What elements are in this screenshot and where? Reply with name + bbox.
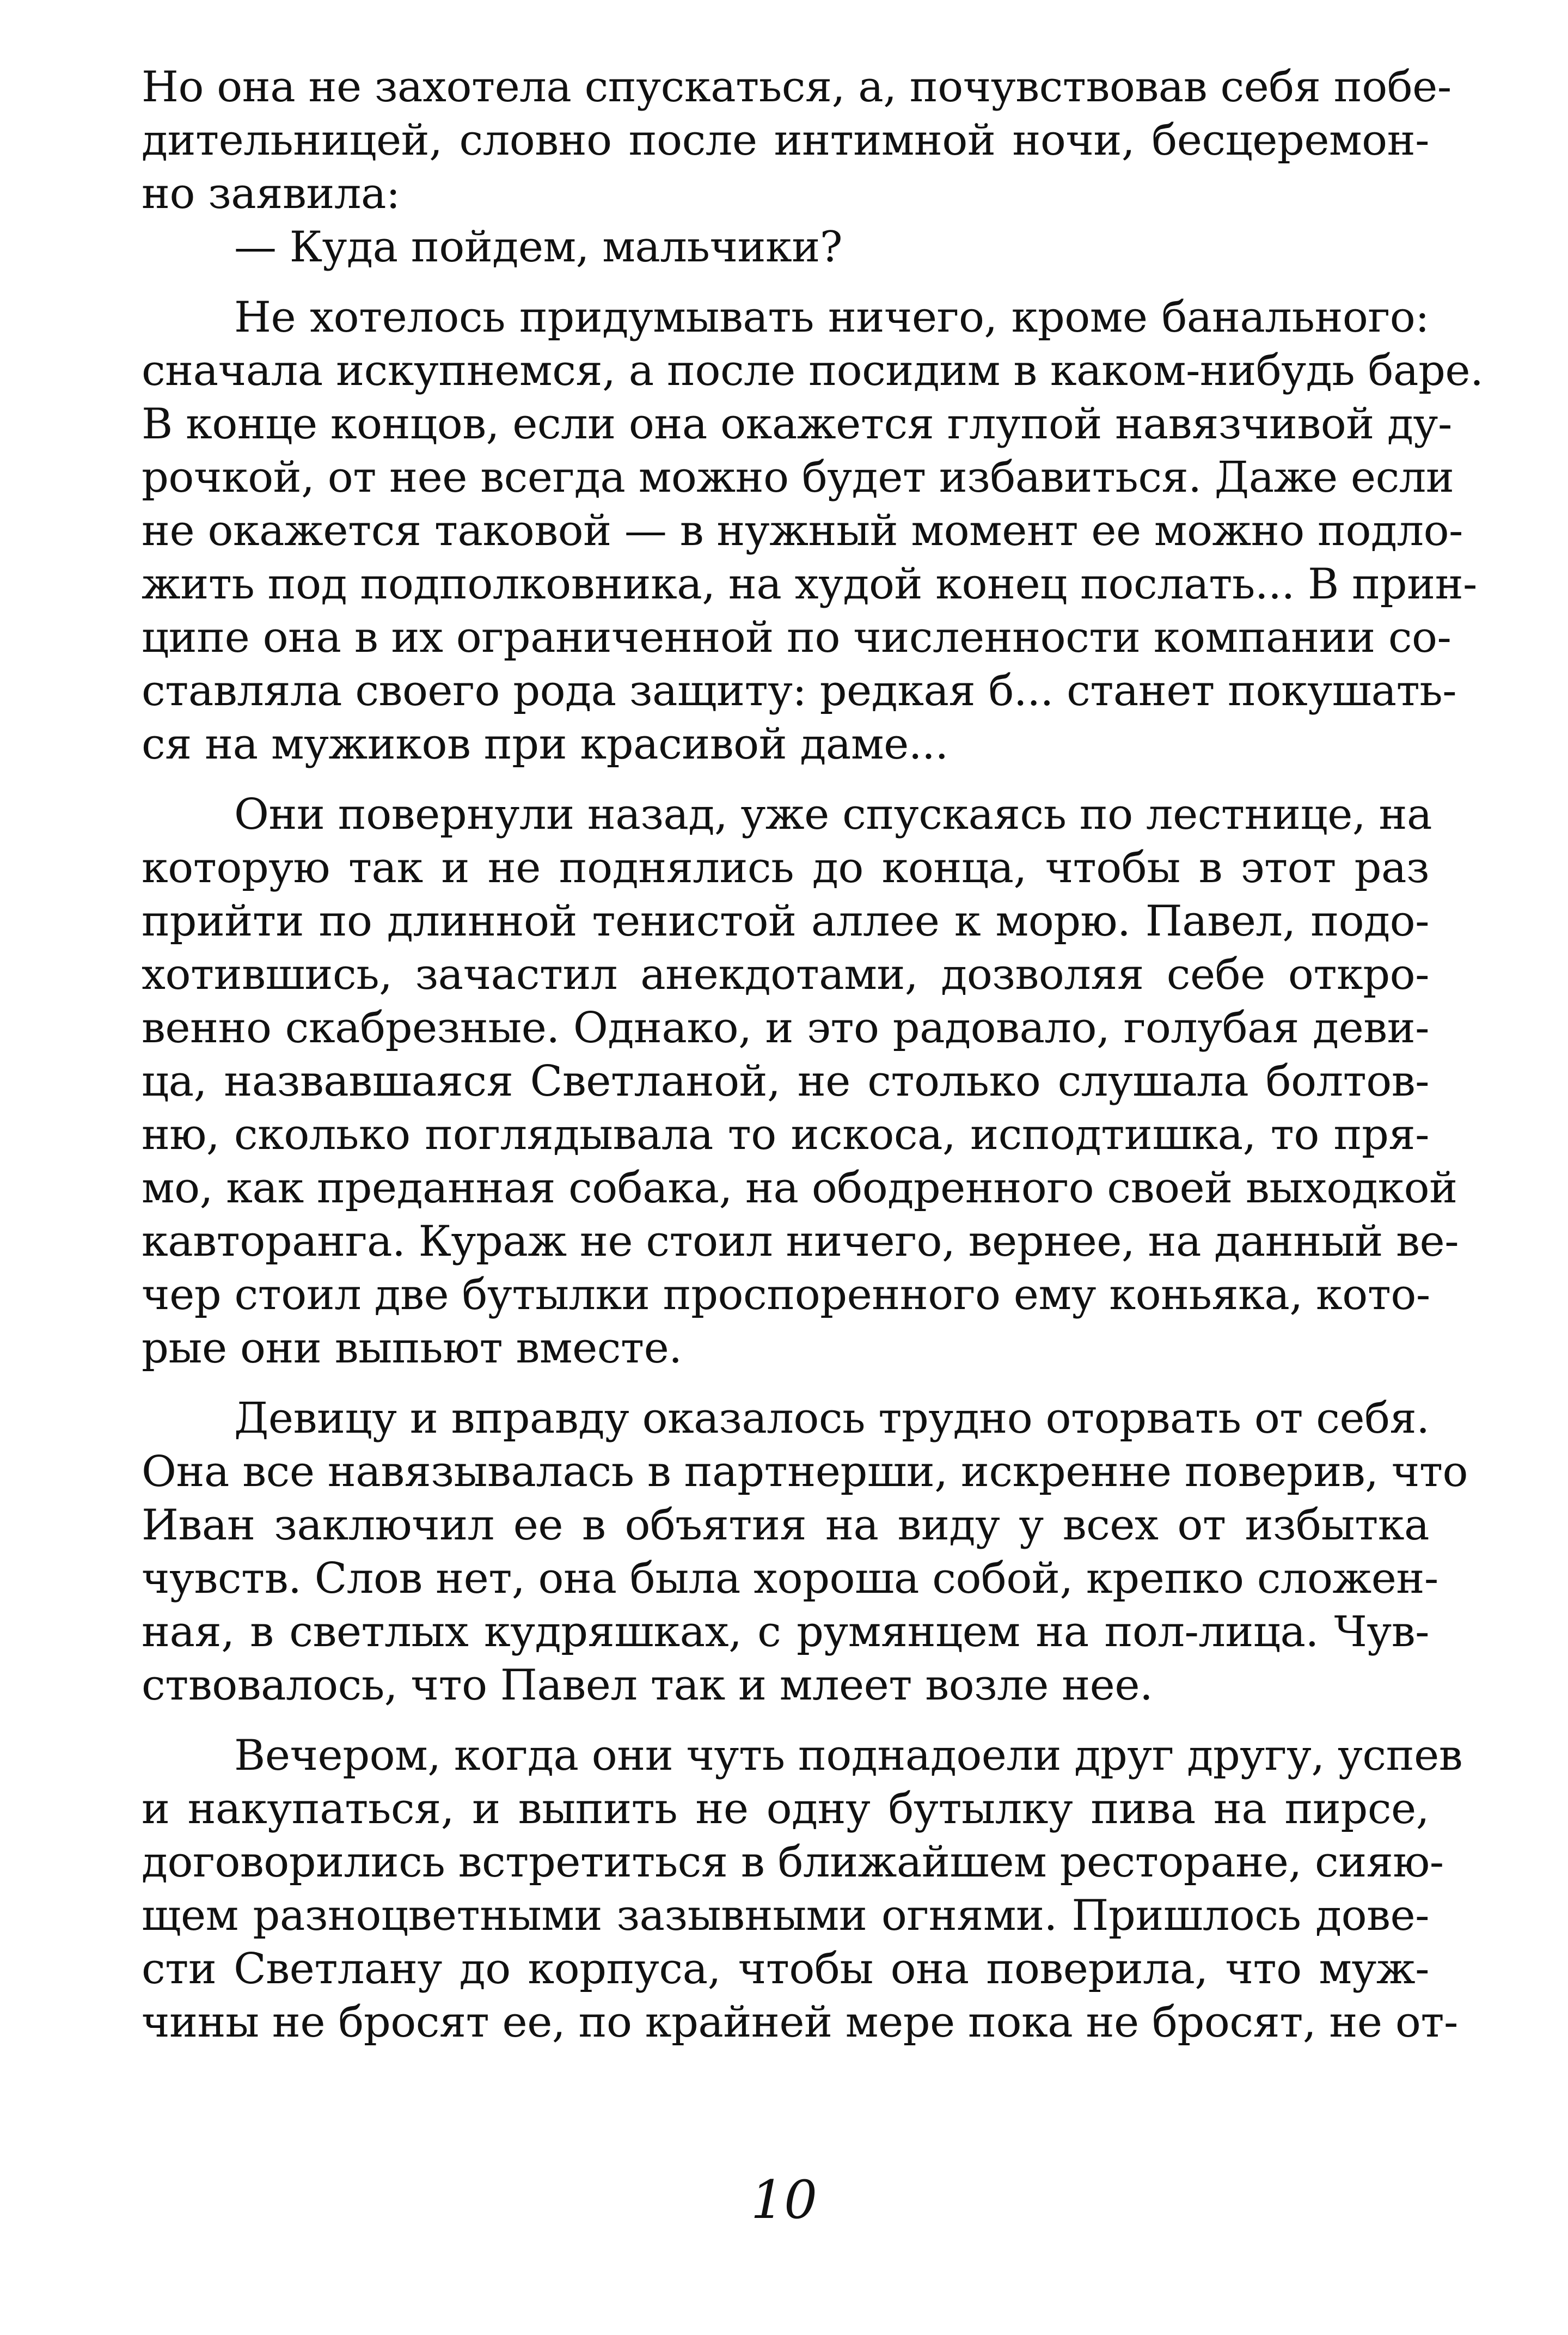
text-line: рочкой, от нее всегда можно будет избавиться. Даже если [142,453,1454,502]
text-line: В конце концов, если она окажется глупой навязчивой ду- [142,400,1452,449]
text-line: щем разноцветными зазывными огнями. Пришлось дове- [142,1891,1429,1940]
text-line: Не хотелось придумывать ничего, кроме банального: [234,293,1429,342]
page-number: 10 [750,2169,818,2230]
text-line: кавторанга. Кураж не стоил ничего, вернее, на данный ве- [142,1217,1459,1266]
text-line: ципе она в их ограниченной по численности компании со- [142,613,1451,662]
text-line: жить под подполковника, на худой конец послать... В прин- [142,560,1477,609]
text-line: но заявила: [142,169,400,218]
text-line: ная, в светлых кудряшках, с румянцем на пол-лица. Чув- [142,1607,1429,1656]
text-line: и накупаться, и выпить не одну бутылку пива на пирсе, [142,1784,1429,1833]
text-line: венно скабрезные. Однако, и это радовало, голубая деви- [142,1004,1429,1053]
text-line: чер стоил две бутылки проспоренного ему коньяка, кото- [142,1270,1430,1319]
text-line: рые они выпьют вместе. [142,1324,682,1373]
text-line: ставляла своего рода защиту: редкая б... станет покушать- [142,667,1457,716]
text-line: Вечером, когда они чуть поднадоели друг другу, успев [234,1731,1463,1780]
text-line: ца, назвавшаяся Светланой, не столько слушала болтов- [142,1057,1429,1106]
text-line: хотившись, зачастил анекдотами, дозволяя себе откро- [142,950,1429,999]
text-line: которую так и не поднялись до конца, чтобы в этот раз [142,843,1429,893]
text-line: ствовалось, что Павел так и млеет возле нее. [142,1661,1153,1710]
text-line: Девицу и вправду оказалось трудно оторвать от себя. [234,1394,1430,1443]
text-line: сти Светлану до корпуса, чтобы она поверила, что муж- [142,1945,1429,1994]
text-line: Они повернули назад, уже спускаясь по лестнице, на [234,790,1432,839]
text-line: договорились встретиться в ближайшем ресторане, сияю- [142,1838,1444,1887]
text-line: чины не бросят ее, по крайней мере пока не бросят, не от- [142,1998,1458,2047]
text-line: сначала искупнемся, а после посидим в каком-нибудь баре. [142,346,1484,395]
text-line: дительницей, словно после интимной ночи, бесцеремон- [142,116,1429,165]
text-line: не окажется таковой — в нужный момент ее можно подло- [142,506,1463,555]
text-line: прийти по длинной тенистой аллее к морю. Павел, подо- [142,897,1429,946]
text-line: чувств. Слов нет, она была хороша собой, крепко сложен- [142,1554,1438,1603]
text-line: — Куда пойдем, мальчики? [234,223,843,272]
text-line: мо, как преданная собака, на ободренного своей выходкой [142,1164,1457,1213]
text-line: ню, сколько поглядывала то искоса, исподтишка, то пря- [142,1110,1429,1159]
text-line: Иван заключил ее в объятия на виду у всех от избытка [142,1501,1429,1550]
text-line: Она все навязывалась в партнерши, искренне поверив, что [142,1447,1468,1496]
text-line: Но она не захотела спускаться, а, почувствовав себя побе- [142,63,1451,112]
text-line: ся на мужиков при красивой даме... [142,720,948,769]
